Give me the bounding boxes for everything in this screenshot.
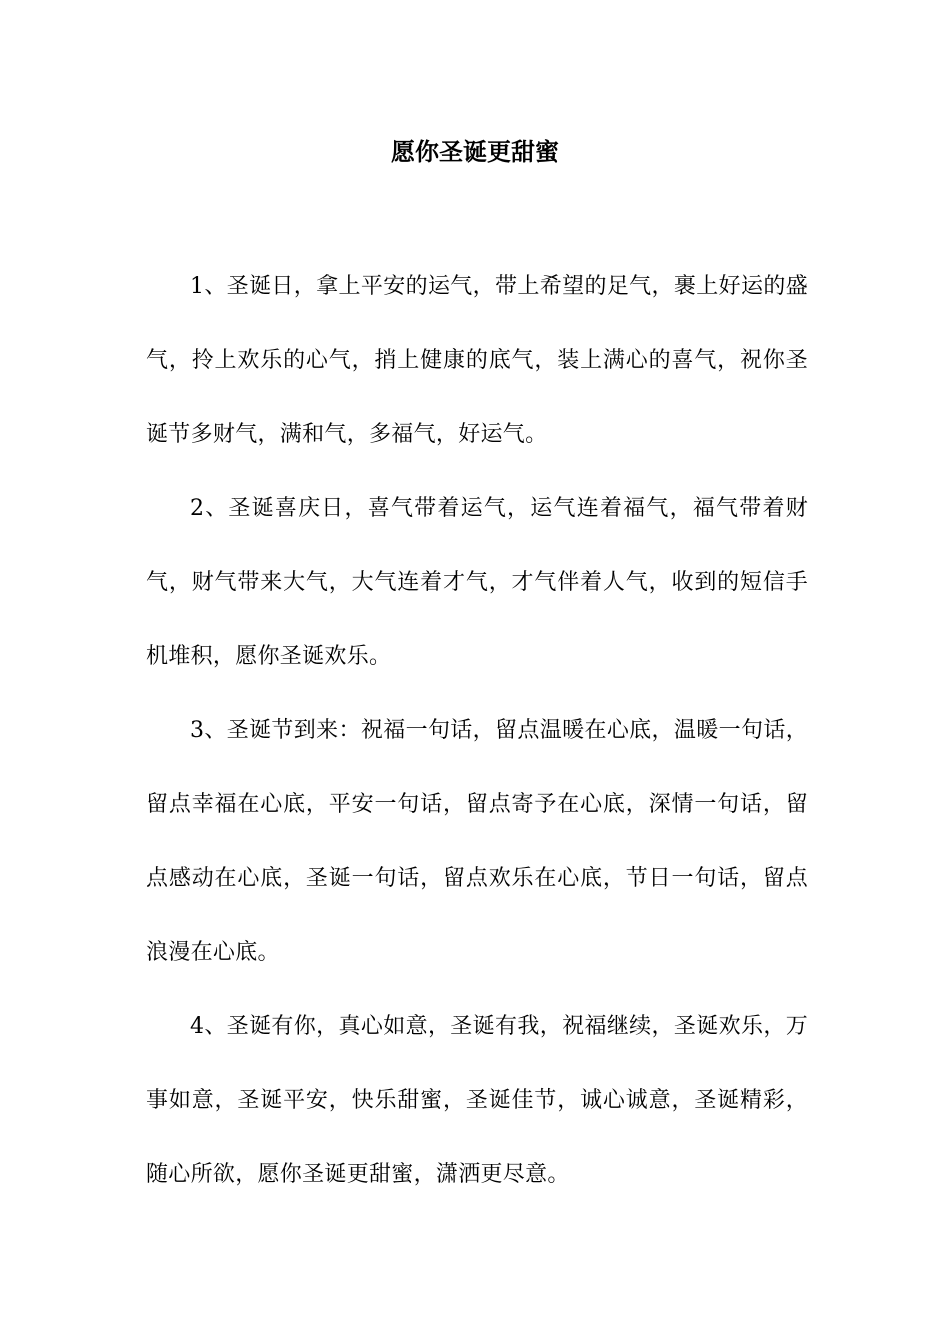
document-body xyxy=(146,250,808,1212)
paragraph-3: 3、圣诞节到来：祝福一句话，留点温暖在心底，温暖一句话，留点幸福在心底，平安一句话，留点寄予在心底，深情一句话，留点感动在心底，圣诞一句话，留点欢乐在心底，节日一句话，留点浪漫在心底。 xyxy=(146,718,808,965)
paragraph-2: 2、圣诞喜庆日，喜气带着运气，运气连着福气，福气带着财气，财气带来大气，大气连着才气，才气伴着人气，收到的短信手机堆积，愿你圣诞欢乐。 xyxy=(146,496,808,669)
paragraph-1: 1、圣诞日，拿上平安的运气，带上希望的足气，裹上好运的盛气，拎上欢乐的心气，捎上健康的底气，装上满心的喜气，祝你圣诞节多财气，满和气，多福气，好运气。 xyxy=(146,274,808,447)
document-title: 愿你圣诞更甜蜜 xyxy=(391,137,559,166)
paragraph-4: 4、圣诞有你，真心如意，圣诞有我，祝福继续，圣诞欢乐，万事如意，圣诞平安，快乐甜蜜，圣诞佳节，诚心诚意，圣诞精彩，随心所欲，愿你圣诞更甜蜜，潇洒更尽意。 xyxy=(146,1014,808,1187)
